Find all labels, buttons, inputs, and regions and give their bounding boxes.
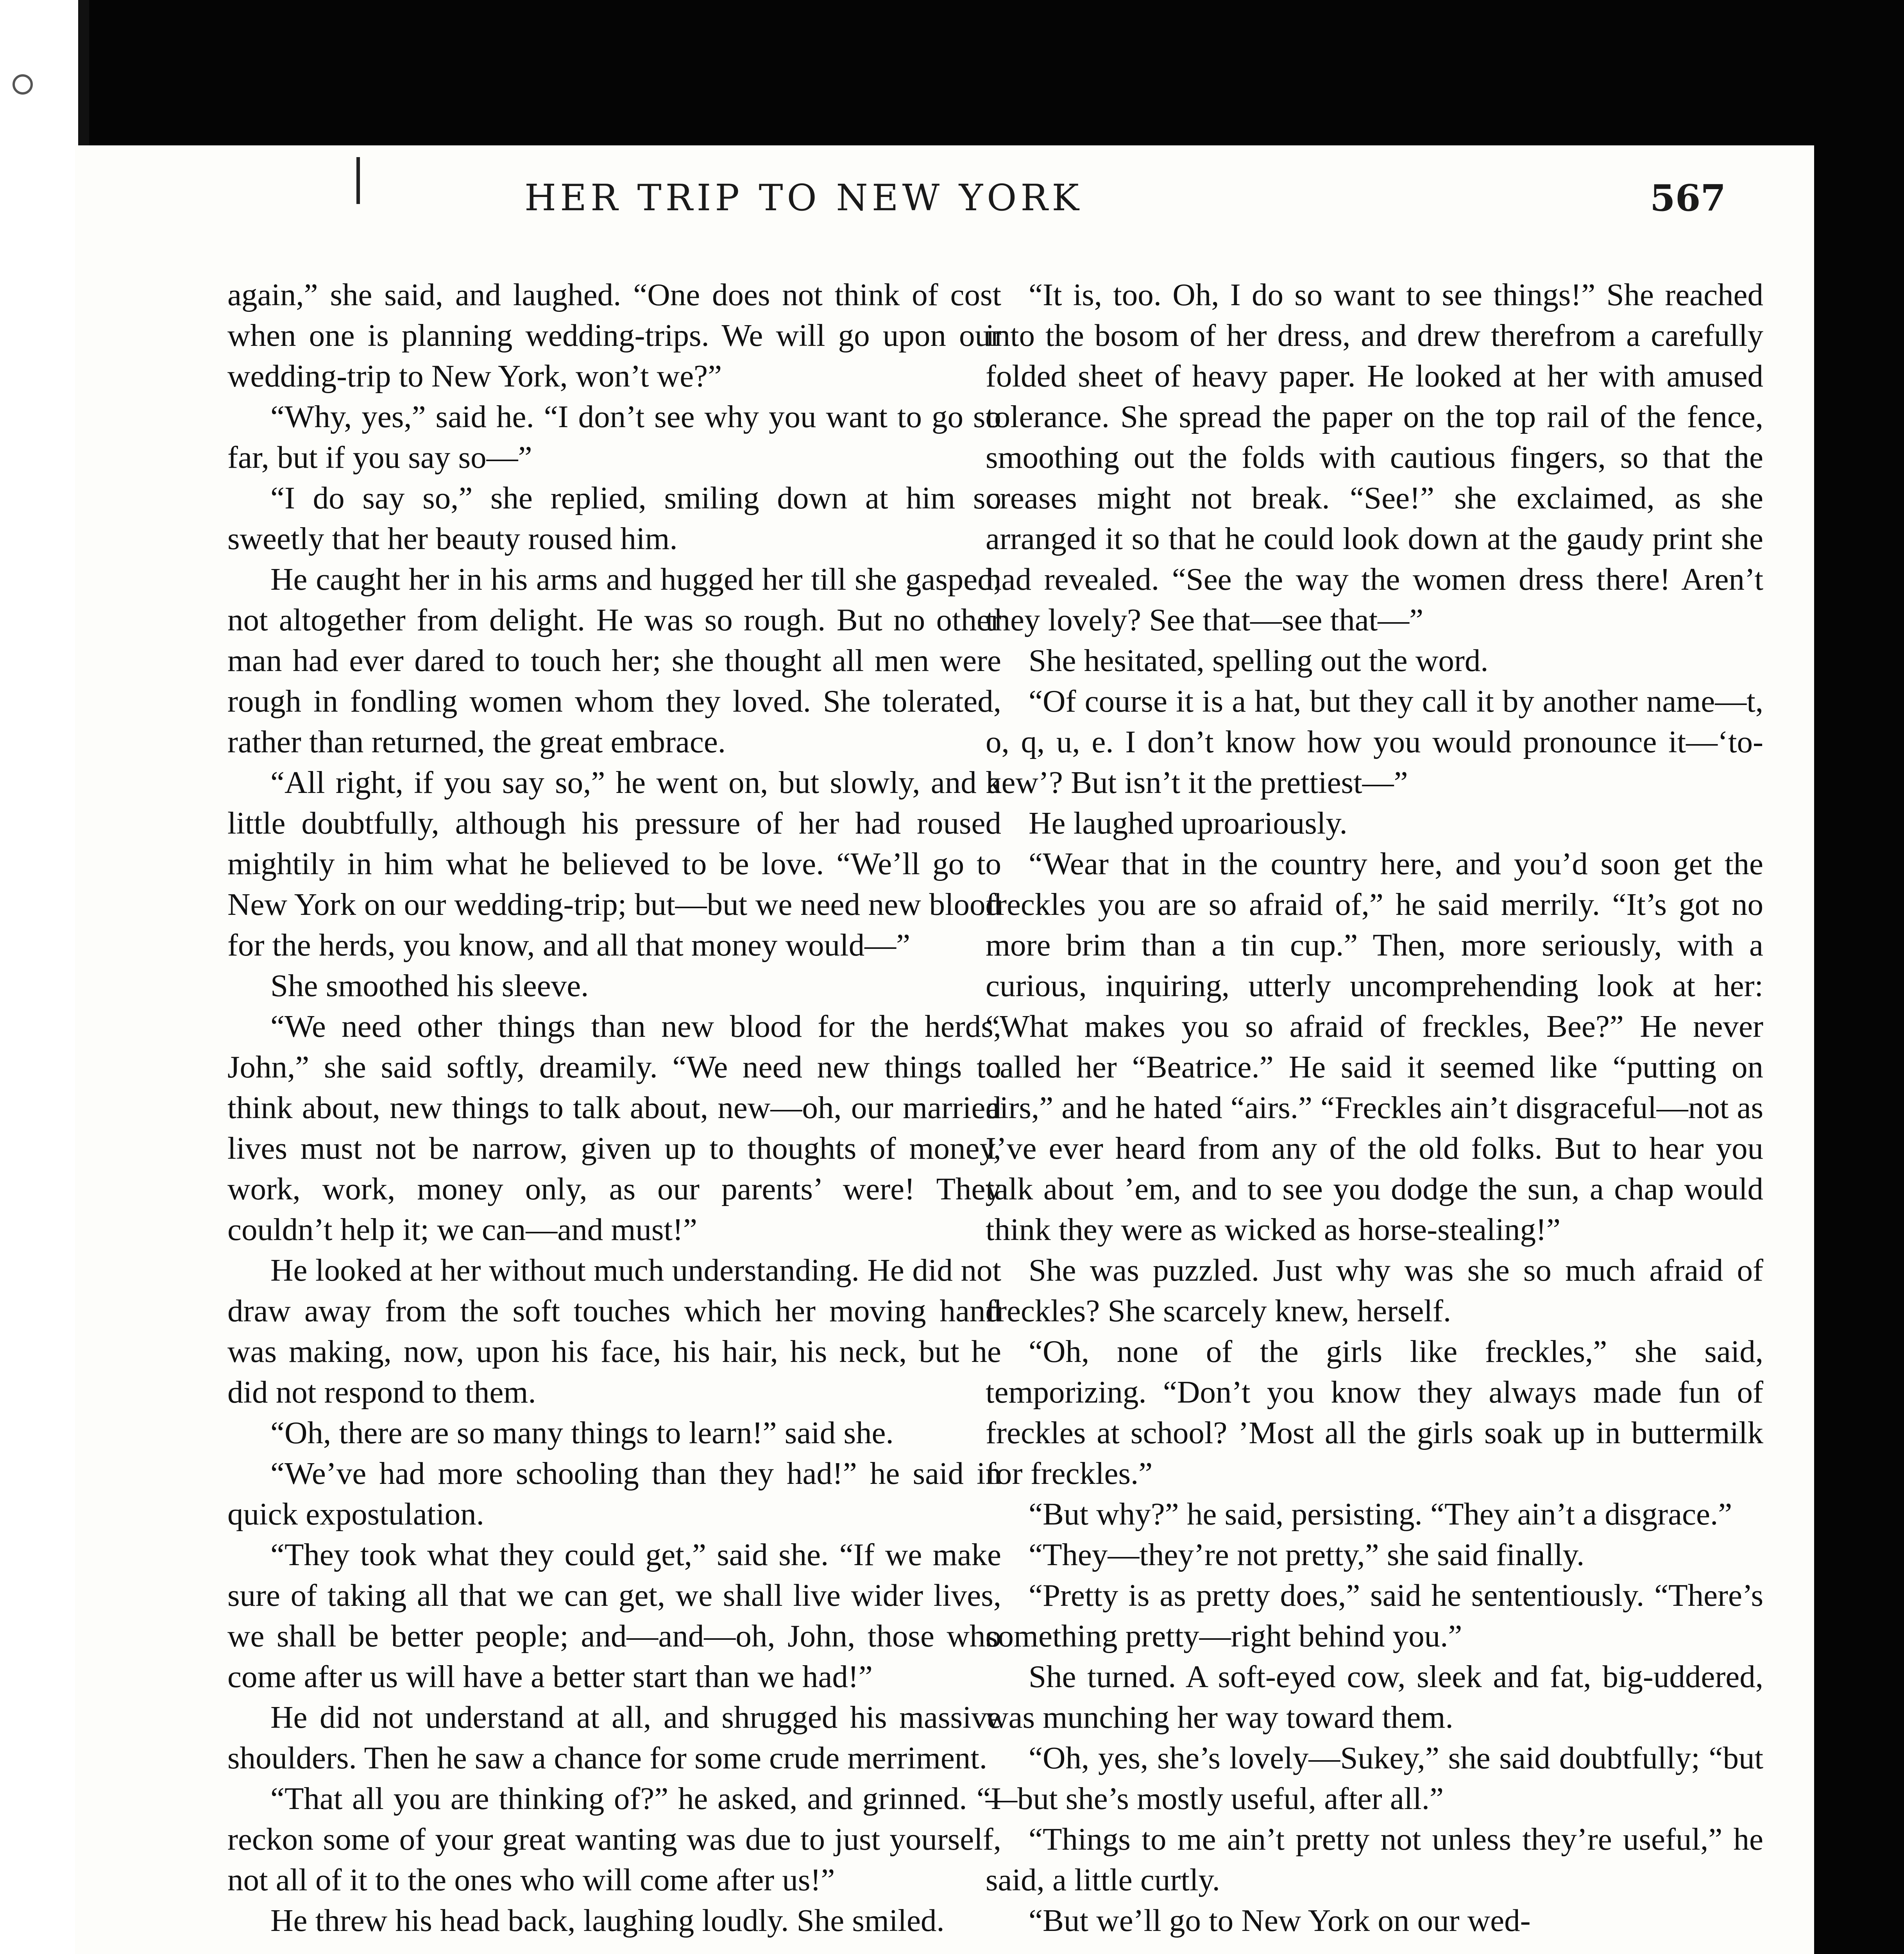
paragraph: “Wear that in the country here, and you’d soon get the freckles you are so afraid of,” he said merrily. “It’s got no more brim than a tin cup.” Then, more seriously, with a curious, inquiring, utterly uncomprehending look at her: “What makes you so afraid of freckles, Bee?” He never called her “Beatrice.” He said it seemed like “putting on airs,” and he hated “airs.” “Freckles ain’t disgraceful—not as I’ve ever heard from any of the old folks. But to hear you talk about ’em, and to see you dodge the sun, a chap would think they were as wicked as horse-stealing!”	[986, 846, 1763, 1247]
paragraph: She hesitated, spelling out the word.	[1029, 643, 1489, 678]
paragraph: “I do say so,” she replied, smiling down at him so sweetly that her beauty roused him.	[227, 480, 1001, 556]
previous-page-edge	[0, 0, 78, 1954]
paragraph: She was puzzled. Just why was she so much afraid of freckles? She scarcely knew, herself.	[986, 1253, 1763, 1328]
paragraph: “Oh, there are so many things to learn!” said she.	[270, 1415, 894, 1450]
paragraph: She smoothed his sleeve.	[270, 968, 589, 1003]
binding-mark	[356, 157, 360, 204]
text-column-left	[227, 274, 1001, 1954]
magazine-page	[75, 145, 1814, 1954]
paragraph: “It is, too. Oh, I do so want to see things!” She reached into the bosom of her dress, and drew therefrom a carefully folded sheet of heavy paper. He looked at her with amused tolerance. She spread the paper on the top rail of the fence, smoothing out the folds with cautious fingers, so that the creases might not break. “See!” she exclaimed, as she arranged it so that he could look down at the gaudy print she had revealed. “See the way the women dress there! Aren’t they lovely? See that—see that—”	[986, 277, 1763, 637]
paragraph: “They took what they could get,” said she. “If we make sure of taking all that we can get, we shall live wider lives, we shall be better people; and—and—oh, John, those who come after us will have a better start than we had!”	[227, 1537, 1001, 1694]
paragraph: “That all you are thinking of?” he asked, and grinned. “I reckon some of your great wanting was due to just yourself, not all of it to the ones who will come after us!”	[227, 1781, 1001, 1897]
paragraph: “Things to me ain’t pretty not unless they’re useful,” he said, a little curtly.	[986, 1822, 1763, 1897]
paragraph: He looked at her without much understanding. He did not draw away from the soft touches which her moving hand was making, now, upon his face, his hair, his neck, but he did not respond to them.	[227, 1253, 1001, 1410]
paragraph: He threw his head back, laughing loudly. She smiled.	[270, 1903, 945, 1938]
paragraph: “We’ve had more schooling than they had!” he said in quick expostulation.	[227, 1456, 1001, 1532]
paragraph: “Of course it is a hat, but they call it by another name—t, o, q, u, e. I don’t know how you would pronounce it—‘to-kew’? But isn’t it the prettiest—”	[986, 684, 1763, 800]
paragraph: She turned. A soft-eyed cow, sleek and fat, big-uddered, was munching her way toward them.	[986, 1659, 1763, 1735]
text-column-right	[986, 274, 1763, 1954]
paragraph: “Pretty is as pretty does,” said he sententiously. “There’s something pretty—right behind you.”	[986, 1578, 1763, 1653]
paragraph: “All right, if you say so,” he went on, but slowly, and a little doubtfully, although his pressure of her had roused mightily in him what he believed to be love. “We’ll go to New York on our wedding-trip; but—but we need new blood for the herds, you know, and all that money would—”	[227, 765, 1001, 963]
running-head-title: HER TRIP TO NEW YORK	[524, 177, 1083, 219]
paragraph: He laughed uproariously.	[1029, 805, 1347, 841]
paragraph: again,” she said, and laughed. “One does not think of cost when one is planning wedding-trips. We will go upon our wedding-trip to New York, won’t we?”	[227, 277, 1001, 394]
paragraph: “Oh, none of the girls like freckles,” she said, temporizing. “Don’t you know they always made fun of freckles at school? ’Most all the girls soak up in buttermilk for freckles.”	[986, 1334, 1763, 1491]
paragraph: “But why?” he said, persisting. “They ain’t a disgrace.”	[1029, 1496, 1732, 1532]
paragraph: “We need other things than new blood for the herds, John,” she said softly, dreamily. “We need new things to think about, new things to talk about, new—oh, our married lives must not be narrow, given up to thoughts of money, work, work, money only, as our parents’ were! They couldn’t help it; we can—and must!”	[227, 1009, 1001, 1247]
paragraph: “They—they’re not pretty,” she said finally.	[1029, 1537, 1585, 1572]
paragraph: He did not understand at all, and shrugged his massive shoulders. Then he saw a chance for some crude merriment.	[227, 1700, 1001, 1775]
page-number: 567	[1650, 177, 1726, 219]
punch-hole-mark	[13, 74, 33, 95]
paragraph: “Why, yes,” said he. “I don’t see why you want to go so far, but if you say so—”	[227, 399, 1001, 475]
paragraph: “Oh, yes, she’s lovely—Sukey,” she said doubtfully; “but—but she’s mostly useful, after all.”	[986, 1740, 1763, 1816]
paragraph: He caught her in his arms and hugged her till she gasped, not altogether from delight. He was so rough. But no other man had ever dared to touch her; she thought all men were rough in fondling women whom they loved. She tolerated, rather than returned, the great embrace.	[227, 562, 1001, 759]
paragraph: “But we’ll go to New York on our wed-	[1029, 1903, 1531, 1938]
